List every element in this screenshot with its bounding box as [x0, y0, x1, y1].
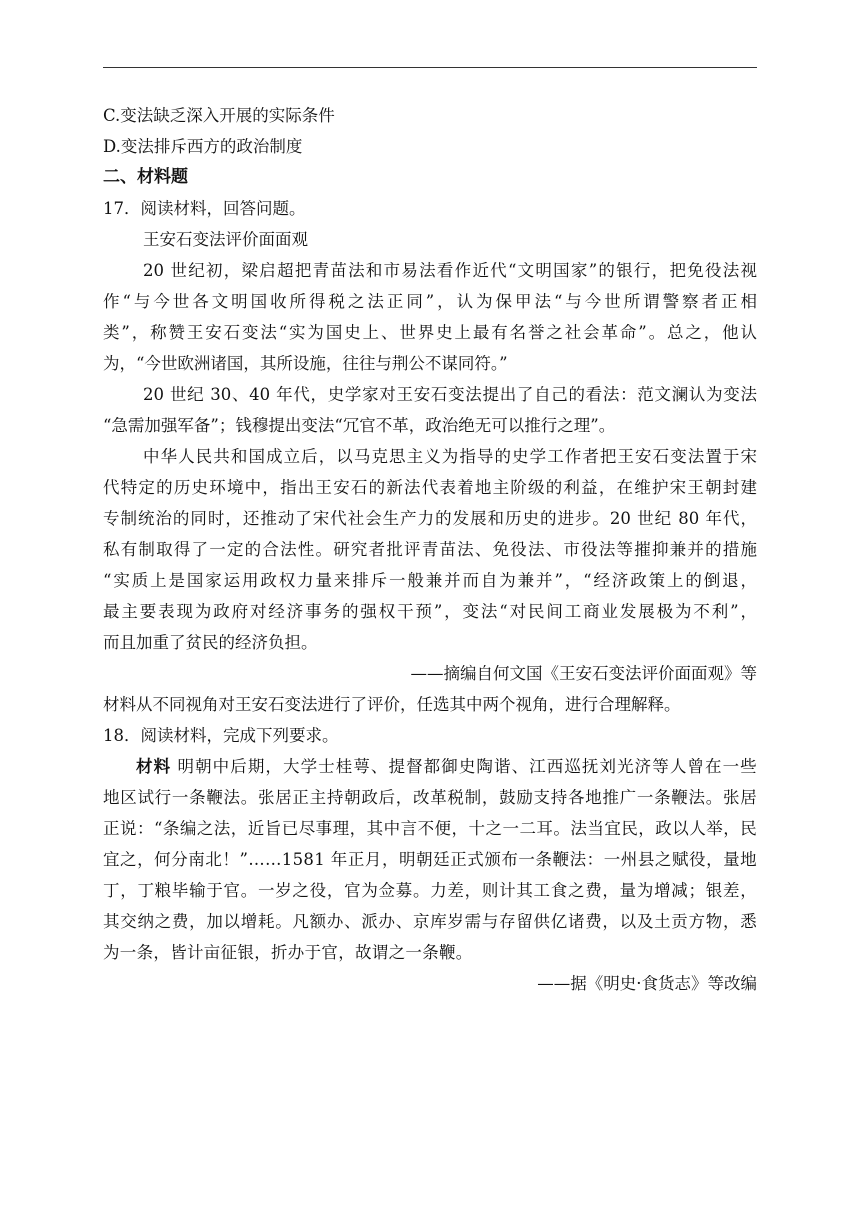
text-line: 代特定的历史环境中，指出王安石的新法代表着地主阶级的利益，在维护宋王朝封建 [103, 478, 757, 497]
text-line: “急需加强军备”；钱穆提出变法“冗官不革，政治绝无可以推行之理”。 [103, 416, 616, 435]
text-line: 类”，称赞王安石变法“实为国史上、世界史上最有名誉之社会革命”。总之，他认 [103, 323, 757, 342]
text-line: 专制统治的同时，还推动了宋代社会生产力的发展和历史的进步。20 世纪 80 年代， [103, 509, 757, 528]
q17-question: 材料从不同视角对王安石变法进行了评价，任选其中两个视角，进行合理解释。 [103, 695, 681, 714]
text-line [103, 751, 757, 782]
text-line: 作“与今世各文明国收所得税之法正同”，认为保甲法“与今世所谓警察者正相 [103, 292, 757, 311]
text-line: 其交纳之费，加以增耗。凡额办、派办、京库岁需与存留供亿诸费，以及土贡方物，悉 [103, 912, 757, 931]
option-d: D.变法排斥西方的政治制度 [103, 137, 303, 156]
document-body [103, 100, 757, 999]
text-line: 正说：“条编之法，近旨已尽事理，其中言不便，十之一二耳。法当宜民，政以人举，民 [103, 819, 757, 838]
text-line: 而且加重了贫民的经济负担。 [103, 633, 318, 652]
q17-stem: 17．阅读材料，回答问题。 [103, 199, 306, 218]
q17-paragraph-2 [103, 379, 757, 441]
text-line: 丁，丁粮毕输于官。一岁之役，官为佥募。力差，则计其工食之费，量为增减；银差， [103, 881, 757, 900]
text-line: 地区试行一条鞭法。张居正主持朝政后，改革税制，鼓励支持各地推广一条鞭法。张居 [103, 788, 757, 807]
text-line: 为，“今世欧洲诸国，其所设施，往往与荆公不谋同符。” [103, 354, 508, 373]
text-line: 私有制取得了一定的合法性。研究者批评青苗法、免役法、市役法等摧抑兼并的措施 [103, 540, 757, 559]
option-c: C.变法缺乏深入开展的实际条件 [103, 106, 335, 125]
text-line: 为一条，皆计亩征银，折办于官，故谓之一条鞭。 [103, 943, 473, 962]
q18-material [103, 751, 757, 968]
q18-source: ——据《明史·食货志》等改编 [537, 974, 757, 993]
text-line: 宜之，何分南北！”……1581 年正月，明朝廷正式颁布一条鞭法：一州县之赋役，量地 [103, 850, 757, 869]
q17-paragraph-3 [103, 441, 757, 658]
text-line: 20 世纪初，梁启超把青苗法和市易法看作近代“文明国家”的银行，把免役法视 [143, 261, 757, 280]
text-line-content: 明朝中后期，大学士桂萼、提督都御史陶谐、江西巡抚刘光济等人曾在一些 [171, 757, 757, 776]
q17-source: ——摘编自何文国《王安石变法评价面面观》等 [410, 664, 757, 683]
text-line: “实质上是国家运用政权力量来排斥一般兼并而自为兼并”，“经济政策上的倒退， [103, 571, 757, 590]
material-label: 材料 [136, 757, 172, 776]
section-title: 二、材料题 [103, 167, 188, 187]
text-line: 中华人民共和国成立后，以马克思主义为指导的史学工作者把王安石变法置于宋 [143, 447, 757, 466]
text-line: 20 世纪 30、40 年代，史学家对王安石变法提出了自己的看法：范文澜认为变法 [143, 385, 757, 404]
header-rule [103, 67, 757, 68]
q17-paragraph-1 [103, 255, 757, 379]
q17-material-title: 王安石变法评价面面观 [143, 230, 308, 249]
text-line: 最主要表现为政府对经济事务的强权干预”，变法“对民间工商业发展极为不利”， [103, 602, 757, 621]
q18-stem: 18．阅读材料，完成下列要求。 [103, 726, 339, 745]
